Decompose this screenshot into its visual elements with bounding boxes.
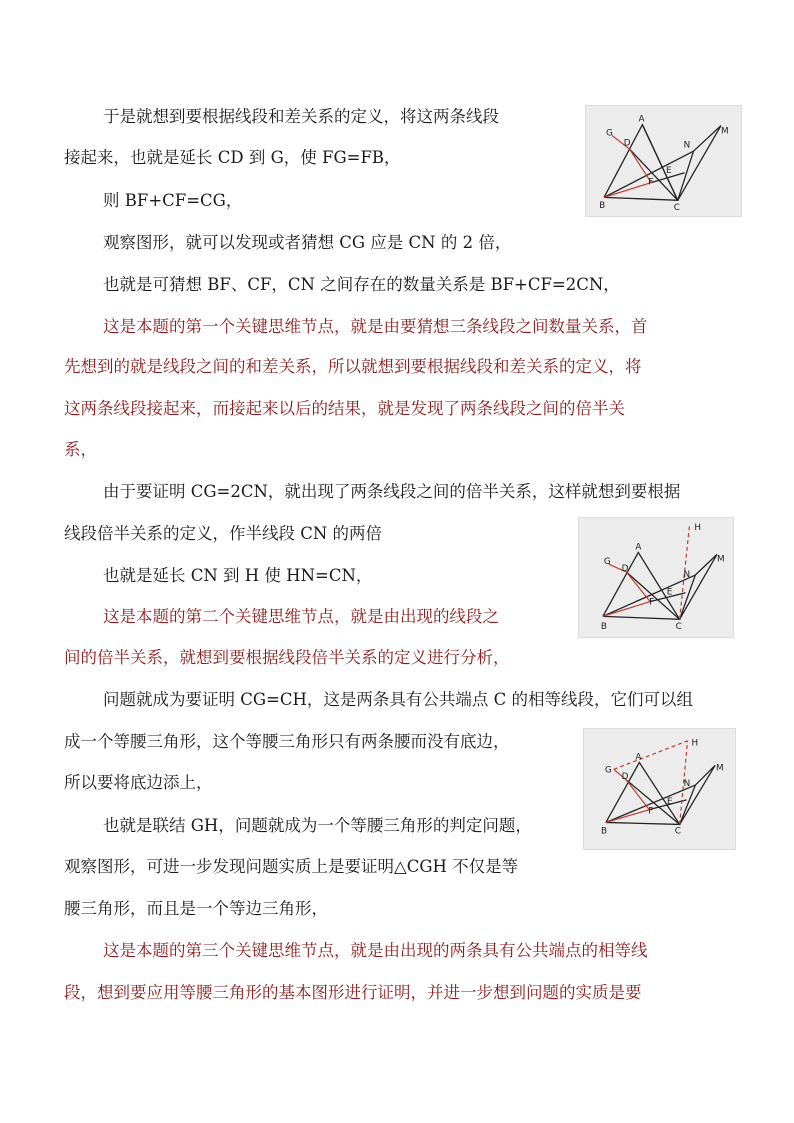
label-E: E [666,796,673,807]
label-H: H [694,522,702,533]
label-A: A [635,542,642,553]
text-line-9: 问题就成为要证明 CG=CH，这是两条具有公共端点 C 的相等线段，它们可以组 [103,690,694,709]
key-point-3-line-1: 这是本题的第三个关键思维节点，就是由出现的两条具有公共端点的相等线 [103,941,648,960]
label-G: G [606,128,613,139]
label-D: D [623,138,631,149]
key-point-1-line-4: 系， [64,440,97,459]
text-line-3: 则 BF+CF=CG， [103,191,243,210]
label-G: G [603,557,611,568]
label-A: A [638,114,645,125]
label-F: F [648,806,654,817]
text-line-1: 于是就想到要根据线段和差关系的定义，将这两条线段 [103,107,499,126]
label-B: B [599,201,606,212]
geometry-figure-2 [578,517,734,638]
text-line-11: 所以要将底边添上， [64,773,213,792]
label-C: C [675,622,682,633]
label-N: N [683,140,691,151]
label-B: B [600,622,608,633]
label-D: D [621,772,629,783]
label-N: N [683,570,691,581]
label-G: G [604,765,612,776]
label-C: C [673,203,680,214]
key-point-2-line-2: 间的倍半关系，就想到要根据线段倍半关系的定义进行分析， [64,648,510,667]
label-M: M [720,126,729,137]
key-point-2-line-1: 这是本题的第二个关键思维节点，就是由出现的线段之 [103,607,499,626]
label-M: M [716,763,724,774]
key-point-1-line-3: 这两条线段接起来，而接起来以后的结果，就是发现了两条线段之间的倍半关 [64,399,625,418]
key-point-1-line-1: 这是本题的第一个关键思维节点，就是由要猜想三条线段之间数量关系，首 [103,317,648,336]
label-H: H [691,738,699,749]
key-point-3-line-2: 段，想到要应用等腰三角形的基本图形进行证明，并进一步想到问题的实质是要 [64,983,642,1002]
label-M: M [716,554,725,565]
label-D: D [621,564,629,575]
label-B: B [600,826,608,837]
label-F: F [648,177,654,188]
text-line-4: 观察图形，就可以发现或者猜想 CG 应是 CN 的 2 倍， [103,233,512,252]
label-F: F [649,597,655,608]
label-N: N [683,779,691,790]
text-line-2: 接起来，也就是延长 CD 到 G，使 FG=FB， [64,148,401,167]
text-line-13: 观察图形，可进一步发现问题实质上是要证明△CGH 不仅是等 [64,857,519,876]
geometry-figure-1 [585,105,742,217]
key-point-1-line-2: 先想到的就是线段之间的和差关系，所以就想到要根据线段和差关系的定义，将 [64,357,642,376]
geometry-figure-3 [583,728,736,850]
text-line-7: 线段倍半关系的定义，作半线段 CN 的两倍 [64,524,383,543]
label-E: E [665,165,672,176]
text-line-10: 成一个等腰三角形，这个等腰三角形只有两条腰而没有底边， [64,732,510,751]
text-line-5: 也就是可猜想 BF、CF，CN 之间存在的数量关系是 BF+CF=2CN， [103,275,620,294]
text-line-6: 由于要证明 CG=2CN，就出现了两条线段之间的倍半关系，这样就想到要根据 [103,482,681,501]
text-line-12: 也就是联结 GH，问题就成为一个等腰三角形的判定问题， [103,816,532,835]
label-C: C [674,826,681,837]
text-line-14: 腰三角形，而且是一个等边三角形， [64,899,328,918]
text-line-8: 也就是延长 CN 到 H 使 HN=CN， [103,566,373,585]
label-E: E [666,587,673,598]
label-A: A [635,752,642,763]
